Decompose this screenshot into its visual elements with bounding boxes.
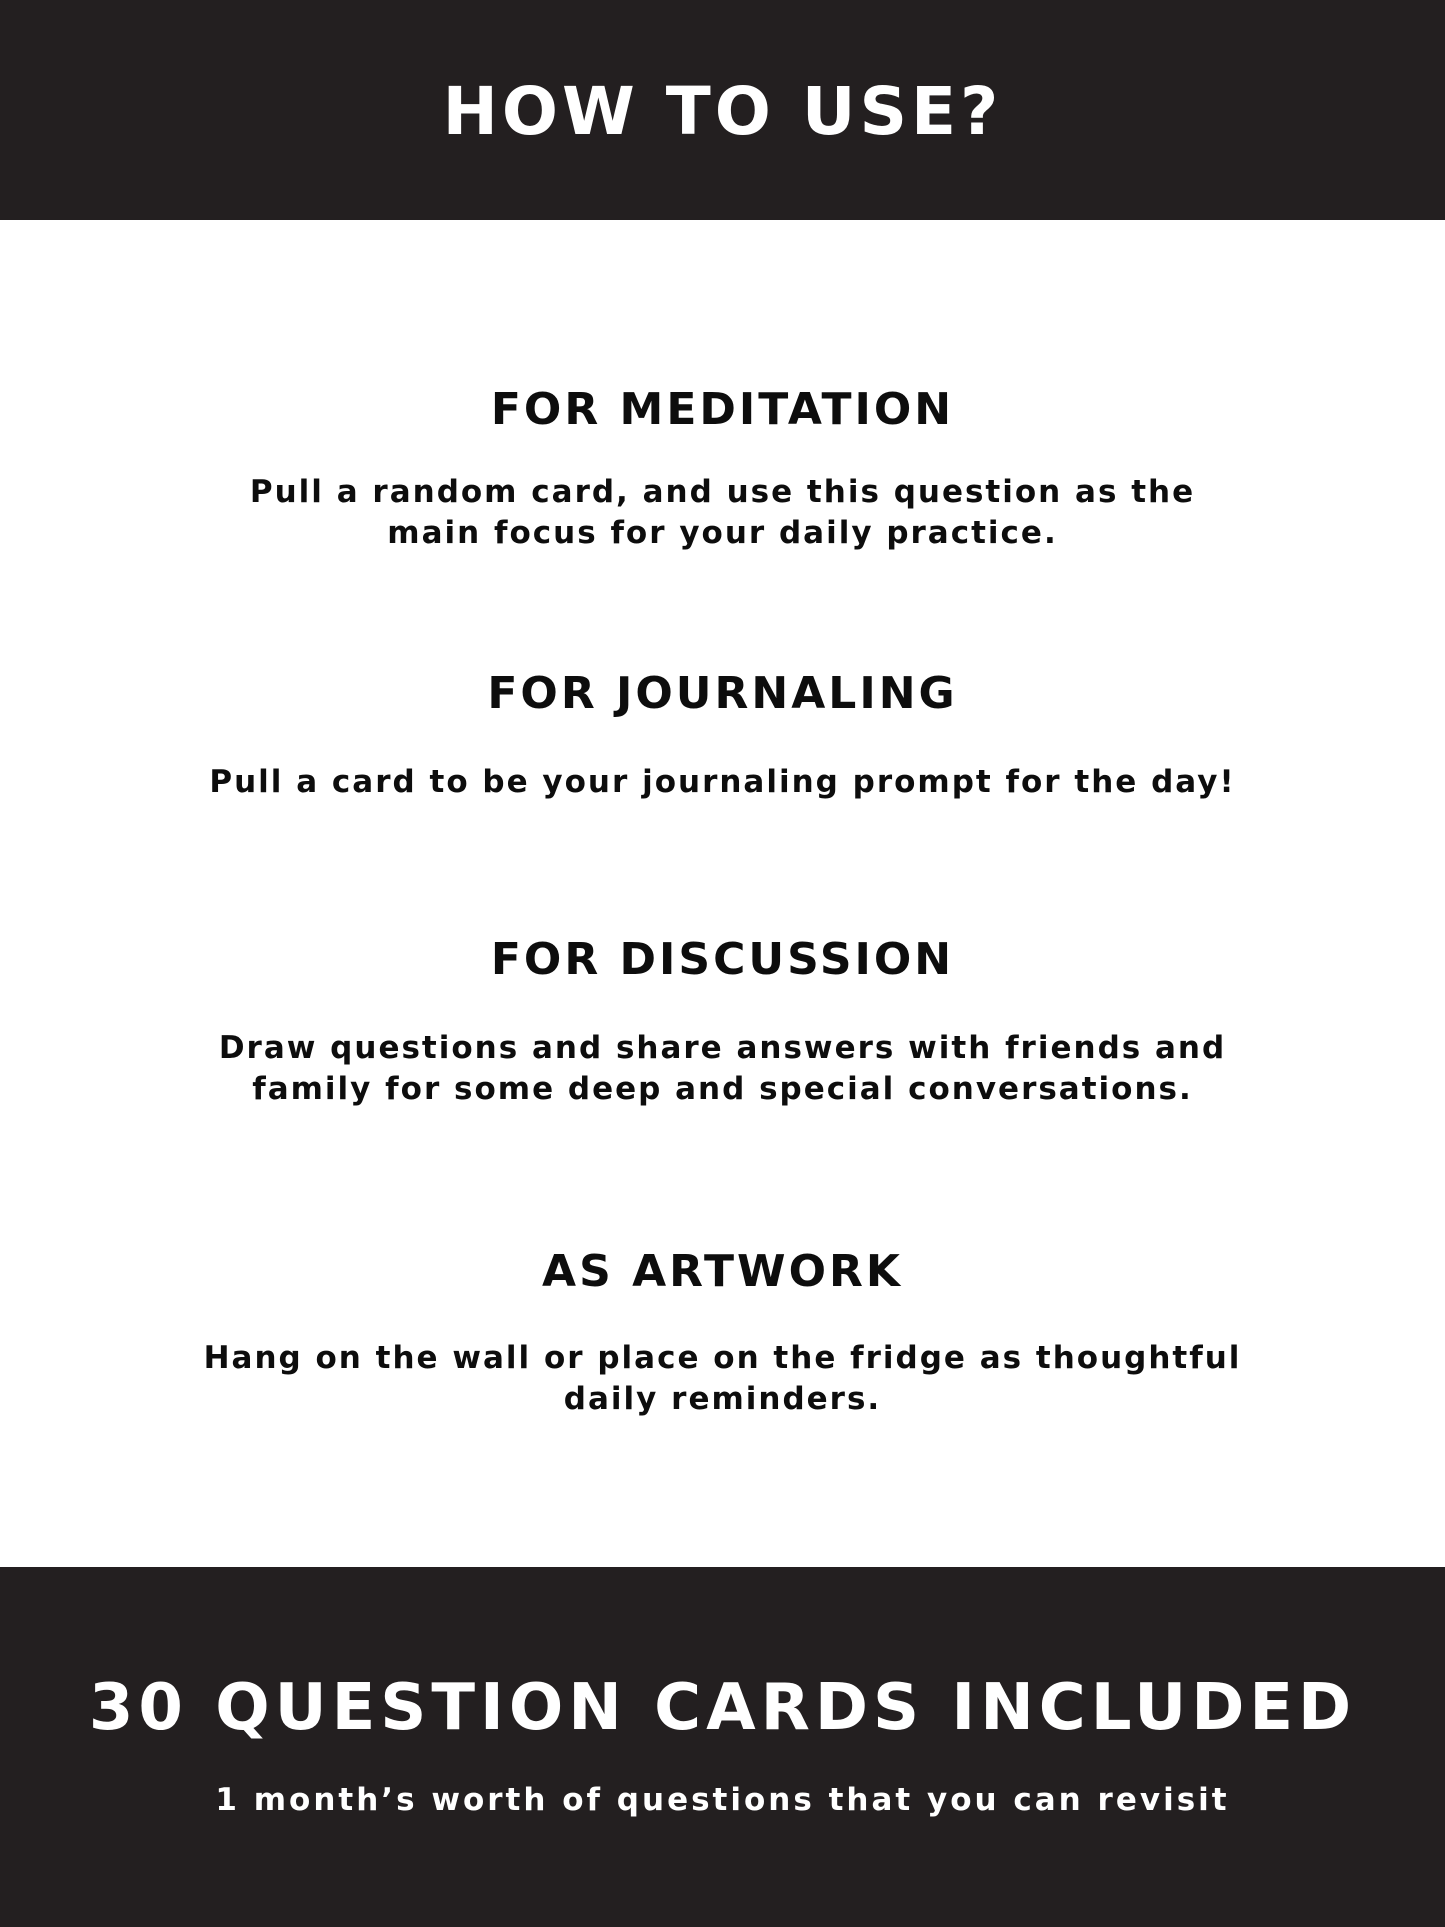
section-discussion bbox=[0, 934, 1445, 1110]
section-description: Draw questions and share answers with friends and family for some deep and special conversations. bbox=[218, 1030, 1227, 1107]
section-meditation bbox=[0, 384, 1445, 554]
section-heading: FOR JOURNALING bbox=[487, 668, 958, 719]
footer-title: 30 QUESTION CARDS INCLUDED bbox=[88, 1671, 1357, 1745]
section-description: Pull a card to be your journaling prompt for the day! bbox=[209, 764, 1236, 800]
section-heading: FOR MEDITATION bbox=[490, 384, 955, 435]
section-heading: AS ARTWORK bbox=[542, 1246, 903, 1297]
section-description: Pull a random card, and use this question as the main focus for your daily practice. bbox=[249, 474, 1196, 551]
page-title: HOW TO USE? bbox=[442, 73, 1003, 150]
section-heading: FOR DISCUSSION bbox=[490, 934, 955, 985]
footer-subtitle: 1 month’s worth of questions that you can revisit bbox=[215, 1782, 1230, 1818]
section-artwork bbox=[0, 1246, 1445, 1420]
section-description: Hang on the wall or place on the fridge as thoughtful daily reminders. bbox=[203, 1340, 1242, 1417]
section-journaling bbox=[0, 668, 1445, 803]
